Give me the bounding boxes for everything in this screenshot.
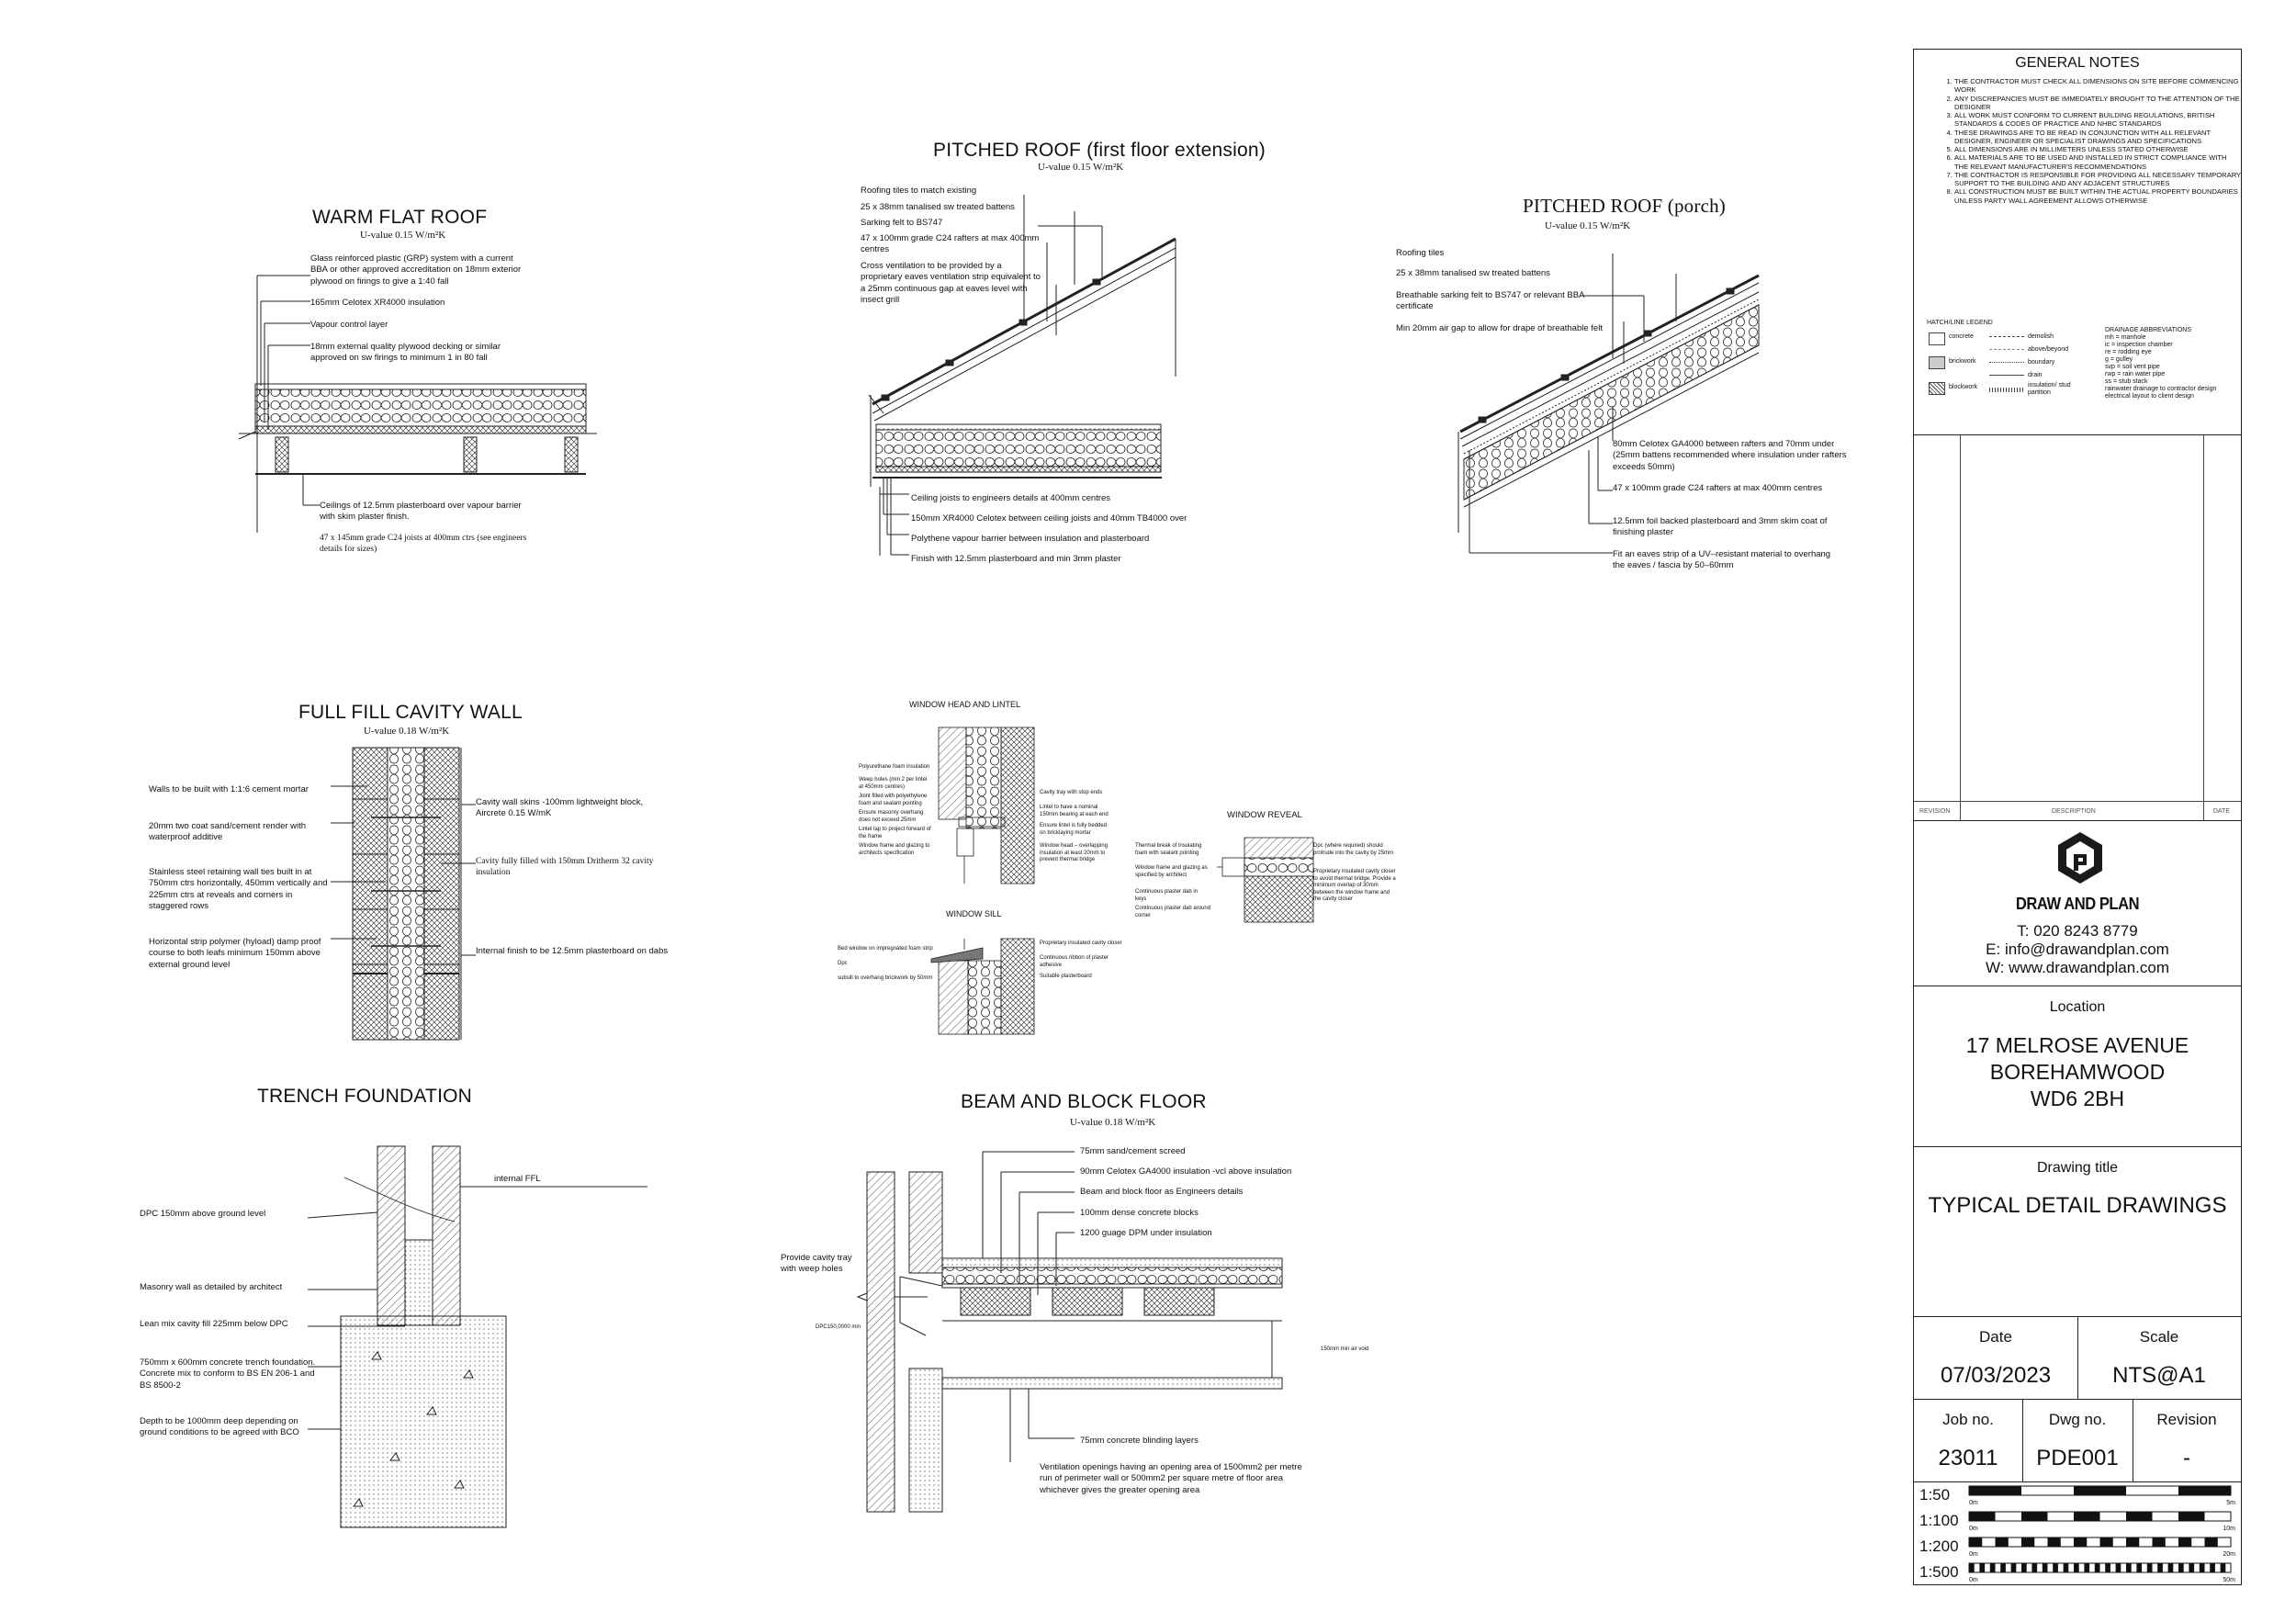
wfr-label-joists: 47 x 145mm grade C24 joists at 400mm ctrs (see engineers details for sizes) — [320, 534, 527, 555]
wh-label-1: Weep holes (min 2 per lintel at 450mm centres) — [859, 777, 928, 790]
scale-bar-segment — [2074, 1512, 2100, 1521]
line-sample — [1989, 362, 2024, 363]
scale-bar-segment — [2157, 1563, 2163, 1572]
pitched-roof-porch-uvalue: U-value 0.15 W/m²K — [1545, 220, 1631, 231]
hatch-legend-title: HATCH/LINE LEGEND — [1927, 320, 1993, 326]
job-label: Job no. — [1942, 1411, 1994, 1428]
scale-bar-segment — [2053, 1563, 2058, 1572]
pitched-roof-ext-drawing — [863, 211, 1185, 569]
wr-label-r1: Proprietary insulated cavity closer to avoid thermal bridge. Provide a minimum overlap of 30mm between the window frame and the cavity closer — [1313, 869, 1396, 902]
general-notes-panel — [1914, 50, 2241, 435]
dwg-label: Dwg no. — [2048, 1411, 2107, 1428]
bb-label-ventilation: Ventilation openings having an opening area of 1500mm2 per metre run of perimeter wall or 500mm2 per square metre of floor area whichever gives the greater opening area — [1040, 1462, 1302, 1495]
wfr-label-vcl: Vapour control layer — [310, 320, 388, 330]
scale-bar-segment — [1969, 1486, 2021, 1495]
pre-label-rafters: 47 x 100mm grade C24 rafters at max 400mm centres — [861, 233, 1040, 255]
scale-bar-segment — [1969, 1512, 1996, 1521]
wfr-label-insulation: 165mm Celotex XR4000 insulation — [310, 298, 445, 308]
company-email: E: info@drawandplan.com — [1986, 941, 2169, 958]
scale-bar-segment — [2116, 1563, 2122, 1572]
scale-bar-row — [1914, 1510, 2241, 1535]
window-head-drawing — [937, 726, 1042, 886]
drawing-title-label: Drawing title — [2036, 1160, 2119, 1176]
scale-bar-label: 1:100 — [1919, 1512, 1959, 1529]
window-reveal-title: WINDOW REVEAL — [1227, 810, 1302, 820]
ws-label-r2: Suitable plasterboard — [1040, 974, 1092, 979]
wh-label-0: Polyurethane foam insulation — [859, 764, 930, 770]
scale-bar-segment — [2043, 1563, 2048, 1572]
wr-label-1: Window frame and glazing as specified by architect — [1135, 865, 1208, 878]
cavity-wall-drawing — [349, 744, 487, 1047]
general-note: 7. THE CONTRACTOR IS RESPONSIBLE FOR PROVIDING ALL NECESSARY TEMPORARY SUPPORT TO THE BUILDING AND ANY ADJACENT STRUCTURES — [1954, 171, 2241, 188]
warm-flat-roof-uvalue: U-value 0.15 W/m²K — [360, 230, 446, 241]
dwg-value: PDE001 — [2036, 1446, 2119, 1470]
bb-label-blocks: 100mm dense concrete blocks — [1080, 1208, 1199, 1218]
description-column-header: DESCRIPTION — [2052, 808, 2096, 815]
drainage-item: svp = soil vent pipe — [2105, 364, 2160, 371]
prp-label-airgap: Min 20mm air gap to allow for drape of breathable felt — [1396, 323, 1603, 333]
pre-label-insulation: 150mm XR4000 Celotex between ceiling joists and 40mm TB4000 over — [911, 513, 1187, 524]
address-line: BOREHAMWOOD — [1989, 1059, 2166, 1084]
scale-bar-row — [1914, 1536, 2241, 1560]
scale-bar-segment — [2136, 1563, 2142, 1572]
pre-label-felt: Sarking felt to BS747 — [861, 218, 943, 228]
scale-label: Scale — [2139, 1328, 2179, 1346]
window-sill-title: WINDOW SILL — [946, 909, 1002, 918]
scale-bar-graphic — [1969, 1563, 2235, 1574]
legend-hatch-item: blockwork — [1949, 384, 1978, 390]
cw-label-finish: Internal finish to be 12.5mm plasterboard on dabs — [476, 946, 669, 956]
tf-label-ffl: internal FFL — [494, 1174, 541, 1184]
drainage-item: electrical layout to client design — [2105, 393, 2194, 400]
bb-label-dpc: DPC150,0000 min — [816, 1324, 861, 1330]
legend-line-item: demolish — [2028, 333, 2054, 340]
drawing-title-panel — [1914, 1147, 2241, 1317]
scale-bar-label: 1:50 — [1919, 1486, 1951, 1504]
scale-bar-start: 0m — [1969, 1500, 1978, 1506]
drainage-title: DRAINAGE ABBREVIATIONS — [2105, 327, 2192, 333]
bb-label-void: 150mm min air void — [1321, 1346, 1369, 1352]
legend-hatch-item: brickwork — [1949, 358, 1976, 365]
wh-label-r0: Cavity tray with stop ends — [1040, 790, 1103, 795]
line-sample — [1989, 388, 2024, 392]
scale-bar-end: 5m — [2226, 1500, 2235, 1506]
scale-bar-segment — [2074, 1538, 2087, 1547]
job-row — [1914, 1400, 2241, 1482]
beam-block-drawing — [854, 1157, 1332, 1525]
drainage-item: rwp = rain water pipe — [2105, 371, 2166, 378]
scale-bar-segment — [2147, 1563, 2153, 1572]
prp-label-battens: 25 x 38mm tanalised sw treated battens — [1396, 268, 1550, 278]
drainage-item: mh = manhole — [2105, 334, 2146, 342]
trench-foundation-drawing — [317, 1139, 657, 1534]
revision-value: - — [2183, 1446, 2190, 1470]
scale-bar-segment — [2200, 1563, 2205, 1572]
scale-bar-start: 0m — [1969, 1526, 1978, 1532]
scale-bar-end: 10m — [2223, 1526, 2235, 1532]
scale-bar-segment — [2168, 1563, 2174, 1572]
warm-flat-roof-title: WARM FLAT ROOF — [312, 207, 488, 228]
window-sill-drawing — [928, 937, 1042, 1038]
scale-bar-segment — [2205, 1538, 2218, 1547]
prp-label-tiles: Roofing tiles — [1396, 248, 1445, 258]
scale-bar-segment — [2074, 1563, 2079, 1572]
scale-bar-segment — [2000, 1563, 2006, 1572]
pre-label-ventilation: Cross ventilation to be provided by a proprietary eaves ventilation strip equivalent to a 25mm continuous gap at eaves level with insect grill — [861, 261, 1041, 306]
scale-bar-segment — [2084, 1563, 2089, 1572]
wfr-label-grp: Glass reinforced plastic (GRP) system with a current BBA or other approved accreditation on 18mm exterior plywood on firings to give a 1:40 fall — [310, 253, 522, 287]
scale-bar-graphic — [1969, 1512, 2235, 1523]
company-phone: T: 020 8243 8779 — [2017, 922, 2138, 940]
scale-bar-segment — [2048, 1538, 2061, 1547]
prp-label-plasterboard: 12.5mm foil backed plasterboard and 3mm skim coat of finishing plaster — [1613, 516, 1828, 538]
scale-bar-segment — [2011, 1563, 2017, 1572]
window-reveal-drawing — [1217, 836, 1318, 928]
bb-label-dpm: 1200 guage DPM under insulation — [1080, 1228, 1212, 1238]
pre-label-vapour: Polythene vapour barrier between insulation and plasterboard — [911, 534, 1150, 544]
cw-label-dpc: Horizontal strip polymer (hyload) damp proof course to both leafs minimum 150mm above external ground level — [149, 937, 321, 970]
scale-bar-graphic — [1969, 1538, 2235, 1549]
ws-label-1: Dpc — [838, 961, 848, 966]
bb-label-cavity-tray: Provide cavity tray with weep holes — [781, 1253, 852, 1275]
scale-bar-segment — [1969, 1538, 1982, 1547]
general-note: 6. ALL MATERIALS ARE TO BE USED AND INSTALLED IN STRICT COMPLIANCE WITH THE RELEVANT MANUFACTURER'S RECOMMENDATIONS — [1954, 153, 2241, 171]
scale-bar-segment — [2178, 1563, 2184, 1572]
warm-flat-roof-drawing — [230, 257, 615, 551]
scale-bar-row — [1914, 1561, 2241, 1586]
cw-label-cavity: Cavity fully filled with 150mm Dritherm 32 cavity insulation — [476, 857, 654, 878]
scale-bar-row — [1914, 1484, 2241, 1509]
wh-label-5: Window frame and glazing to architects specification — [859, 843, 930, 856]
scale-bar-segment — [2032, 1563, 2037, 1572]
scale-bar-segment — [1990, 1563, 1996, 1572]
general-notes-title: GENERAL NOTES — [2015, 55, 2140, 71]
date-label: Date — [1979, 1328, 2012, 1346]
scale-bar-segment — [2221, 1563, 2226, 1572]
cw-label-render: 20mm two coat sand/cement render with waterproof additive — [149, 821, 307, 843]
wfr-label-ceiling: Ceilings of 12.5mm plasterboard over vapour barrier with skim plaster finish. — [320, 501, 522, 523]
scale-bar-segment — [2210, 1563, 2215, 1572]
scale-bar-segment — [2178, 1512, 2205, 1521]
general-note: 2. ANY DISCREPANCIES MUST BE IMMEDIATELY BROUGHT TO THE ATTENTION OF THE DESIGNER — [1954, 95, 2241, 112]
beam-block-uvalue: U-value 0.18 W/m²K — [1070, 1117, 1156, 1128]
company-name: DRAW AND PLAN — [2015, 895, 2140, 913]
window-head-title: WINDOW HEAD AND LINTEL — [909, 700, 1021, 709]
company-website: W: www.drawandplan.com — [1986, 959, 2169, 976]
date-scale-row — [1914, 1317, 2241, 1400]
legend-line-item: boundary — [2028, 359, 2055, 366]
scale-bar-segment — [1969, 1563, 1975, 1572]
scale-bar-label: 1:200 — [1919, 1538, 1959, 1555]
ws-label-r1: Continuous ribbon of plaster adhesive — [1040, 955, 1109, 968]
drainage-item: ss = stub stack — [2105, 378, 2148, 386]
legend-line-item: above/beyond — [2028, 346, 2068, 353]
scale-bars — [1914, 1482, 2241, 1586]
wh-label-r2: Ensure lintel is fully bedded on bricklaying mortar — [1040, 823, 1108, 836]
general-note: 8. ALL CONSTRUCTION MUST BE BUILT WITHIN THE ACTUAL PROPERTY BOUNDARIES UNLESS PARTY WALL AGREEMENT ALLOWS OTHERWISE — [1954, 187, 2241, 205]
title-block — [1913, 49, 2242, 1585]
line-sample — [1989, 375, 2024, 376]
pre-label-tiles: Roofing tiles to match existing — [861, 186, 977, 196]
wh-label-3: Ensure masonry overhang does not exceed 25mm — [859, 810, 924, 823]
scale-value: NTS@A1 — [2112, 1363, 2206, 1388]
trench-foundation-title: TRENCH FOUNDATION — [257, 1086, 473, 1107]
scale-bar-end: 20m — [2223, 1551, 2235, 1558]
legend-line-item: insulation/ stud partition — [2028, 382, 2071, 396]
scale-bar-start: 0m — [1969, 1577, 1978, 1583]
scale-bar-segment — [2021, 1512, 2048, 1521]
cavity-wall-uvalue: U-value 0.18 W/m²K — [364, 726, 450, 737]
wr-label-3: Continuous plaster dab around corner — [1135, 906, 1211, 918]
drainage-item: re = rodding eye — [2105, 349, 2152, 356]
general-note: 1. THE CONTRACTOR MUST CHECK ALL DIMENSIONS ON SITE BEFORE COMMENCING WORK — [1954, 77, 2241, 95]
general-note: 3. ALL WORK MUST CONFORM TO CURRENT BUILDING REGULATIONS, BRITISH STANDARDS & CODES OF PRACTICE AND NHBC STANDARDS — [1954, 111, 2241, 129]
bb-label-insulation: 90mm Celotex GA4000 insulation -vcl above insulation — [1080, 1166, 1292, 1177]
concrete-swatch — [1929, 332, 1945, 345]
drawing-title: TYPICAL DETAIL DRAWINGS — [1928, 1193, 2227, 1218]
cw-label-ties: Stainless steel retaining wall ties built in at 750mm ctrs horizontally, 450mm vertically and 225mm ctrs at reveals and corners in staggered rows — [149, 867, 328, 912]
tf-label-trench: 750mm x 600mm concrete trench foundation. Concrete mix to conform to BS EN 206-1 and BS 8500-2 — [140, 1357, 316, 1391]
scale-bar-segment — [2189, 1563, 2194, 1572]
beam-block-title: BEAM AND BLOCK FLOOR — [961, 1091, 1207, 1112]
drainage-item: rainwater drainage to contractor design — [2105, 386, 2217, 393]
job-value: 23011 — [1938, 1446, 1998, 1470]
bb-label-blinding: 75mm concrete blinding layers — [1080, 1436, 1199, 1446]
prp-label-felt: Breathable sarking felt to BS747 or relevant BBA certificate — [1396, 290, 1584, 312]
pre-label-finish: Finish with 12.5mm plasterboard and min 3mm plaster — [911, 554, 1121, 564]
pre-label-joists: Ceiling joists to engineers details at 400mm centres — [911, 493, 1111, 503]
date-value: 07/03/2023 — [1940, 1363, 2052, 1388]
scale-bar-segment — [2105, 1563, 2110, 1572]
wr-label-r0: Dpc (where required) should protrude into the cavity by 25mm — [1313, 843, 1394, 856]
drainage-item: ic = inspection chamber — [2105, 342, 2173, 349]
blockwork-swatch — [1929, 382, 1945, 395]
wh-label-4: Lintel lap to project forward of the frame — [859, 827, 931, 839]
scale-bar-segment — [2153, 1538, 2166, 1547]
date-column-header: DATE — [2212, 808, 2230, 815]
company-panel — [1914, 821, 2241, 986]
revision-header-divider — [1914, 801, 2241, 802]
cw-label-mortar: Walls to be built with 1:1:6 cement mortar — [149, 784, 309, 794]
prp-label-insulation: 80mm Celotex GA4000 between rafters and 70mm under (25mm battens recommended where insulation under rafters exceeds 50mm) — [1613, 439, 1847, 472]
pre-label-battens: 25 x 38mm tanalised sw treated battens — [861, 202, 1015, 212]
scale-bar-start: 0m — [1969, 1551, 1978, 1558]
revision-column-header: REVISION — [1919, 808, 1951, 815]
bb-label-screed: 75mm sand/cement screed — [1080, 1146, 1186, 1156]
drainage-item: g = gulley — [2105, 356, 2133, 364]
location-panel — [1914, 986, 2241, 1147]
wr-label-2: Continuous plaster dab in keys — [1135, 889, 1199, 902]
revision-table — [1914, 435, 2241, 821]
prp-label-eaves: Fit an eaves strip of a UV–resistant material to overhang the eaves / fascia by 50–60mm — [1613, 549, 1831, 571]
scale-bar-segment — [2178, 1486, 2231, 1495]
legend-hatch-item: concrete — [1949, 333, 1974, 340]
scale-bar-segment — [2064, 1563, 2069, 1572]
line-sample — [1989, 336, 2024, 337]
tf-label-leanmix: Lean mix cavity fill 225mm below DPC — [140, 1319, 288, 1329]
scale-bar-segment — [2178, 1538, 2191, 1547]
address-line: 17 MELROSE AVENUE — [1965, 1033, 2189, 1057]
prp-label-rafters: 47 x 100mm grade C24 rafters at max 400mm centres — [1613, 483, 1823, 493]
drainage-abbreviations — [2105, 327, 2243, 400]
draw-and-plan-logo-icon — [2056, 830, 2104, 885]
bb-label-beams: Beam and block floor as Engineers details — [1080, 1187, 1244, 1197]
pitched-roof-porch-title: PITCHED ROOF (porch) — [1523, 195, 1726, 217]
cw-label-skins: Cavity wall skins -100mm lightweight block, Aircrete 0.15 W/mK — [476, 797, 644, 819]
scale-bar-segment — [2074, 1486, 2126, 1495]
ws-label-2: subsill to overhang brickwork by 50mm — [838, 975, 933, 981]
revision-label: Revision — [2156, 1411, 2217, 1428]
scale-bar-segment — [2100, 1538, 2113, 1547]
scale-bar-graphic — [1969, 1486, 2235, 1497]
general-note: 5. ALL DIMENSIONS ARE IN MILLIMETERS UNLESS STATED OTHERWISE — [1954, 145, 2241, 153]
date-column-divider — [2203, 435, 2204, 820]
general-note: 4. THESE DRAWINGS ARE TO BE READ IN CONJUNCTION WITH ALL RELEVANT DESIGNER, ENGINEER OR SPECIALIST DRAWINGS AND SPECIFICATIONS — [1954, 129, 2241, 146]
tf-label-masonry: Masonry wall as detailed by architect — [140, 1282, 283, 1292]
line-sample — [1989, 349, 2024, 350]
scale-bar-segment — [2021, 1538, 2034, 1547]
scale-bar-segment — [1979, 1563, 1985, 1572]
tf-label-dpc: DPC 150mm above ground level — [140, 1209, 266, 1219]
location-label: Location — [2049, 999, 2106, 1015]
brickwork-swatch — [1929, 356, 1945, 369]
scale-bar-segment — [2095, 1563, 2100, 1572]
tf-label-depth: Depth to be 1000mm deep depending on ground conditions to be agreed with BCO — [140, 1416, 299, 1438]
revision-column-divider — [1960, 435, 1961, 820]
scale-bar-segment — [2021, 1563, 2027, 1572]
pitched-roof-ext-uvalue: U-value 0.15 W/m²K — [1038, 162, 1124, 173]
ws-label-r0: Proprietary insulated cavity closer — [1040, 941, 1122, 946]
scale-bar-segment — [1996, 1538, 2009, 1547]
wfr-label-decking: 18mm external quality plywood decking or similar approved on sw firings to minimum 1 in 80 fall — [310, 342, 501, 364]
pitched-roof-porch-drawing — [1451, 266, 1763, 569]
cavity-wall-title: FULL FILL CAVITY WALL — [298, 702, 523, 723]
scale-bar-segment — [2126, 1563, 2132, 1572]
wh-label-r3: Window head – overlapping insulation at least 20mm to prevent thermal bridge — [1040, 843, 1109, 862]
scale-bar-label: 1:500 — [1919, 1563, 1959, 1581]
legend-line-item: drain — [2028, 372, 2043, 378]
ws-label-0: Bed window on impregnated foam strip — [838, 946, 933, 952]
scale-bar-segment — [2126, 1538, 2139, 1547]
wh-label-r1: Lintel to have a nominal 150mm bearing at each end — [1040, 805, 1109, 817]
wr-label-0: Thermal break of insulating foam with sealant pointing — [1135, 843, 1202, 856]
scale-bar-segment — [2126, 1512, 2153, 1521]
scale-bar-end: 50m — [2223, 1577, 2235, 1583]
wh-label-2: Joint filled with polyethylene foam and sealant pointing — [859, 794, 928, 806]
general-notes-list — [1914, 77, 2241, 205]
pitched-roof-ext-title: PITCHED ROOF (first floor extension) — [933, 140, 1266, 161]
address-line: WD6 2BH — [2030, 1086, 2125, 1110]
